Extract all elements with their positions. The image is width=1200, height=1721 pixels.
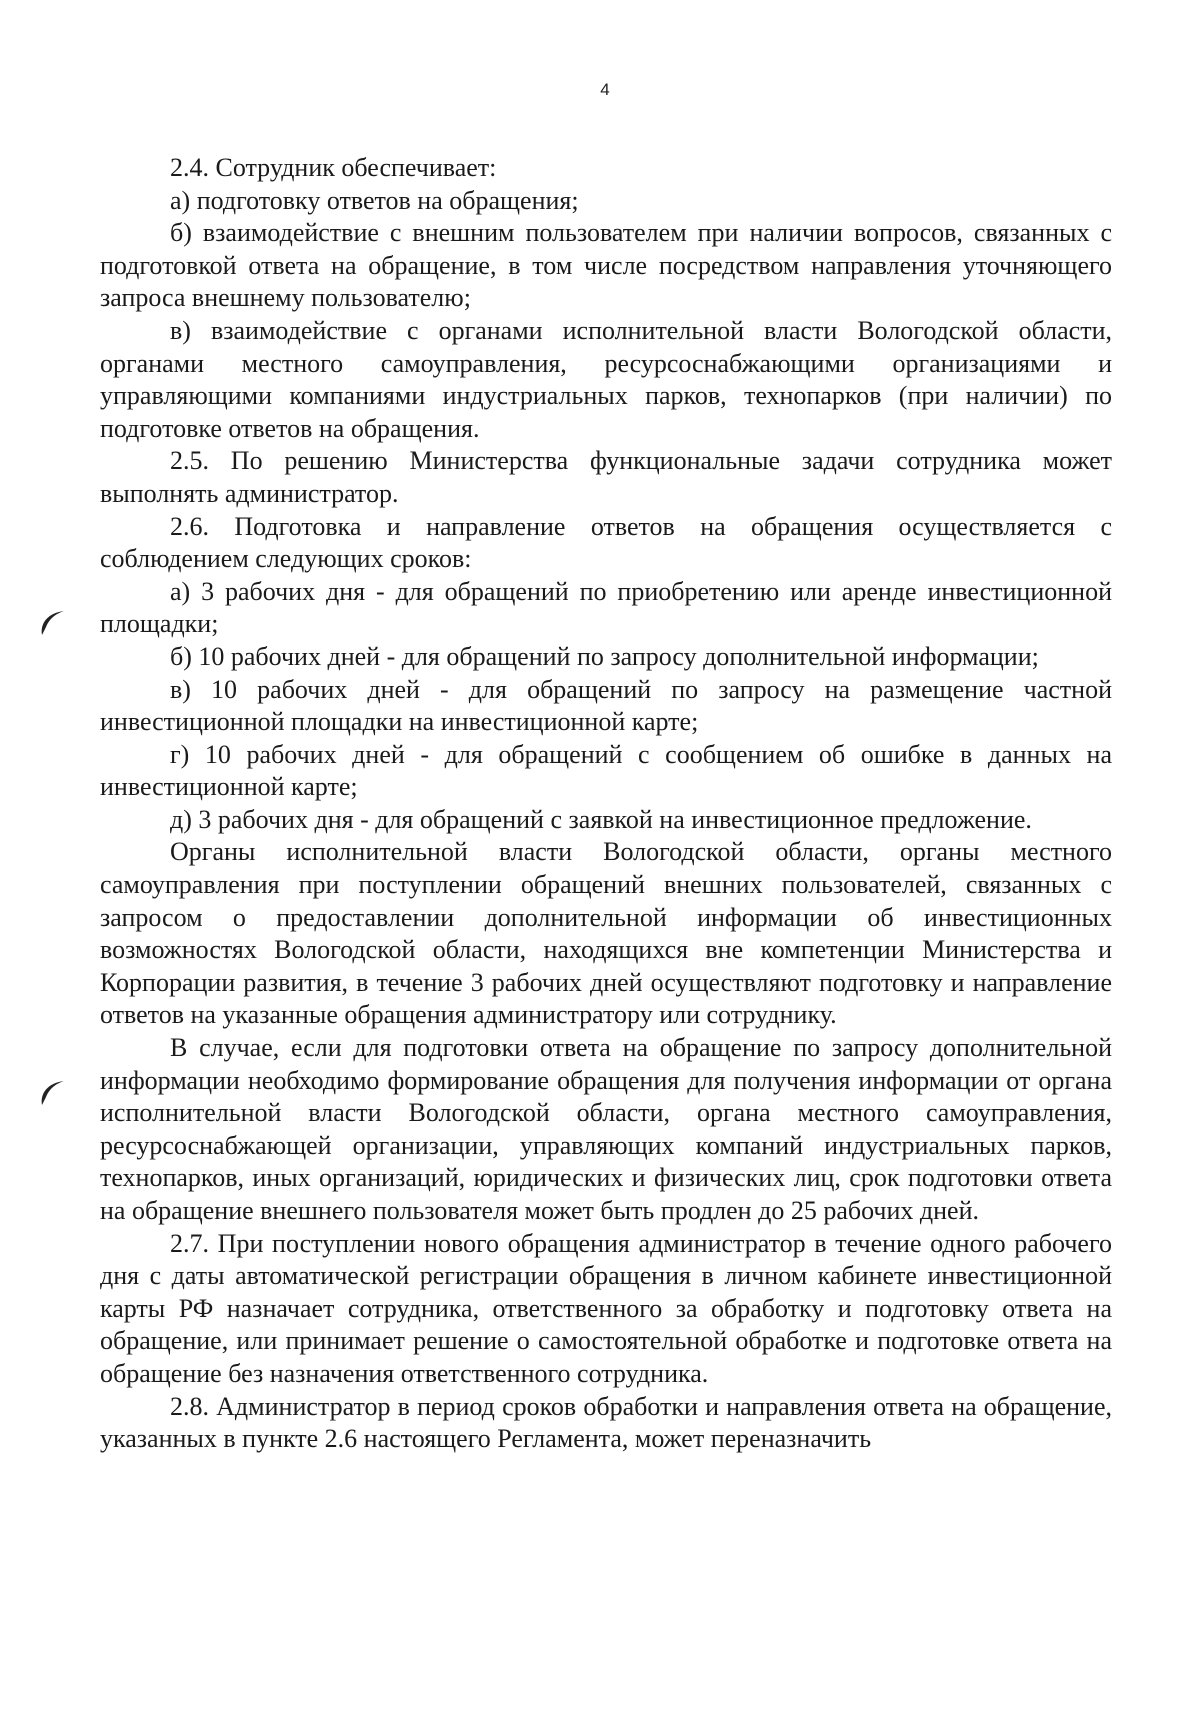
document-body	[100, 152, 1112, 1456]
punch-hole-mark	[36, 1075, 72, 1111]
list-item-v: в) взаимодействие с органами исполнительной власти Вологодской области, органами местного самоуправления, ресурсоснабжающими организациями и управляющими компаниями индустриальных парков, технопарков (при наличии) по подготовке ответов на обращения.	[100, 315, 1112, 443]
paragraph-2-7: 2.7. При поступлении нового обращения администратор в течение одного рабочего дня с даты автоматической регистрации обращения в личном кабинете инвестиционной карты РФ назначает сотрудника, ответственного за обработку и подготовку ответа на обращение, или принимает решение о самостоятельной обработке и подготовке ответа на обращение без назначения ответственного сотрудника.	[100, 1228, 1112, 1388]
deadline-item-g: г) 10 рабочих дней - для обращений с сообщением об ошибке в данных на инвестиционной карте;	[100, 739, 1112, 802]
deadline-item-d: д) 3 рабочих дня - для обращений с заявкой на инвестиционное предложение.	[170, 804, 1032, 834]
punch-hole-mark	[36, 605, 72, 641]
paragraph-2-5: 2.5. По решению Министерства функциональные задачи сотрудника может выполнять администратор.	[100, 446, 1112, 508]
deadline-item-b: б) 10 рабочих дней - для обращений по запросу дополнительной информации;	[170, 641, 1039, 671]
list-item-a: а) подготовку ответов на обращения;	[170, 185, 579, 215]
page-number: 4	[600, 80, 610, 99]
paragraph-extension: В случае, если для подготовки ответа на обращение по запросу дополнительной информации необходимо формирование обращения для получения информации от органа исполнительной власти Вологодской области, органа местного самоуправления, ресурсоснабжающей организации, управляющих компаний индустриальных парков, технопарков, иных организаций, юридических и физических лиц, срок подготовки ответа на обращение внешнего пользователя может быть продлен до 25 рабочих дней.	[100, 1033, 1112, 1225]
deadline-item-v: в) 10 рабочих дней - для обращений по запросу на размещение частной инвестиционной площадки на инвестиционной карте;	[100, 674, 1112, 737]
deadline-item-a: а) 3 рабочих дня - для обращений по приобретению или аренде инвестиционной площадки;	[100, 576, 1112, 639]
list-item-b: б) взаимодействие с внешним пользователем при наличии вопросов, связанных с подготовкой ответа на обращение, в том числе посредством направления уточняющего запроса внешнему пользователю;	[100, 218, 1112, 313]
paragraph-authorities: Органы исполнительной власти Вологодской области, органы местного самоуправления при поступлении обращений внешних пользователей, связанных с запросом о предоставлении дополнительной информации об инвестиционных возможностях Вологодской области, находящихся вне компетенции Министерства и Корпорации развития, в течение 3 рабочих дней осуществляют подготовку и направление ответов на указанные обращения администратору или сотруднику.	[100, 837, 1112, 1030]
paragraph-2-6: 2.6. Подготовка и направление ответов на обращения осуществляется с соблюдением следующих сроков:	[100, 511, 1112, 574]
paragraph-2-8: 2.8. Администратор в период сроков обработки и направления ответа на обращение, указанных в пункте 2.6 настоящего Регламента, может переназначить	[100, 1391, 1112, 1454]
section-heading-2-4: 2.4. Сотрудник обеспечивает:	[170, 153, 497, 182]
